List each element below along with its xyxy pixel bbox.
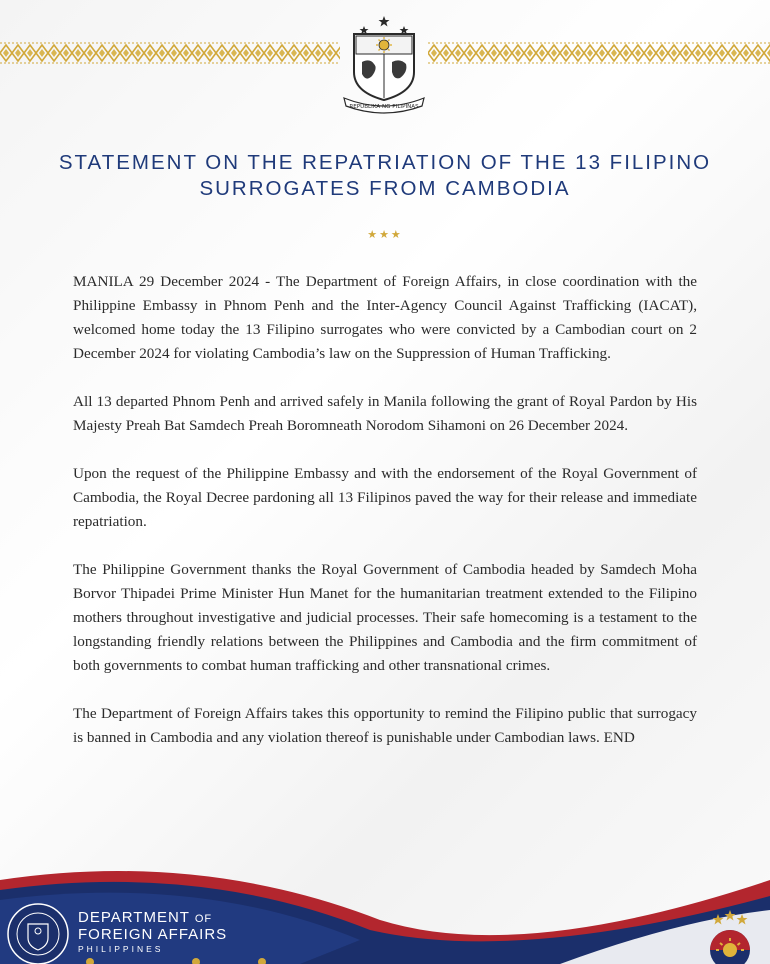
dfa-line-department: DEPARTMENT — [78, 909, 190, 926]
dfa-wordmark — [78, 910, 227, 955]
paragraph-4: The Philippine Government thanks the Royal Government of Cambodia headed by Samdech Moha Borvor Thipadei Prime Minister Hun Manet for the humanitarian treatment extended to the Filipino mothers throughout investigative and judicial processes. Their safe homecoming is a testament to the longstanding friendly relations between the Philippines and Cambodia and the firm commitment of both governments to combat human trafficking and other transnational crimes. — [73, 561, 697, 674]
dfa-line-philippines: PHILIPPINES — [78, 944, 164, 954]
page-title — [40, 150, 730, 202]
title-line-1: STATEMENT ON THE REPATRIATION OF THE 13 FILIPINO — [58, 151, 712, 174]
header-pattern-right — [428, 40, 770, 66]
footer-banner — [0, 840, 770, 964]
paragraph-2: All 13 departed Phnom Penh and arrived safely in Manila following the grant of Royal Pardon by His Majesty Preah Bat Samdech Preah Boromneath Norodom Sihamoni on 26 December 2024. — [73, 393, 697, 434]
seal-ribbon-text: REPUBLIKA NG PILIPINAS — [349, 104, 419, 110]
title-line-2: SURROGATES FROM CAMBODIA — [199, 177, 571, 200]
paragraph-1: MANILA 29 December 2024 - The Department of Foreign Affairs, in close coordination with the Philippine Embassy in Phnom Penh and the Inter-Agency Council Against Trafficking (IACAT), welcomed home today the 13 Filipino surrogates who were convicted by a Cambodian court on 2 December 2024 for violating Cambodia’s law on the Suppression of Human Trafficking. — [73, 273, 697, 362]
bagong-pilipinas-logo-icon — [698, 910, 762, 964]
dfa-seal-icon — [6, 902, 70, 964]
statement-body — [73, 270, 697, 774]
coat-of-arms-seal — [340, 14, 428, 114]
stars-divider: ★★★ — [367, 228, 403, 241]
dfa-line-foreign-affairs: FOREIGN AFFAIRS — [78, 926, 228, 943]
header-pattern-left — [0, 40, 340, 66]
dfa-line-of: OF — [194, 913, 213, 925]
paragraph-5: The Department of Foreign Affairs takes this opportunity to remind the Filipino public that surrogacy is banned in Cambodia and any violation thereof is punishable under Cambodian laws. END — [73, 705, 697, 746]
paragraph-3: Upon the request of the Philippine Embassy and with the endorsement of the Royal Government of Cambodia, the Royal Decree pardoning all 13 Filipinos paved the way for their release and immediate repatriation. — [73, 465, 697, 530]
